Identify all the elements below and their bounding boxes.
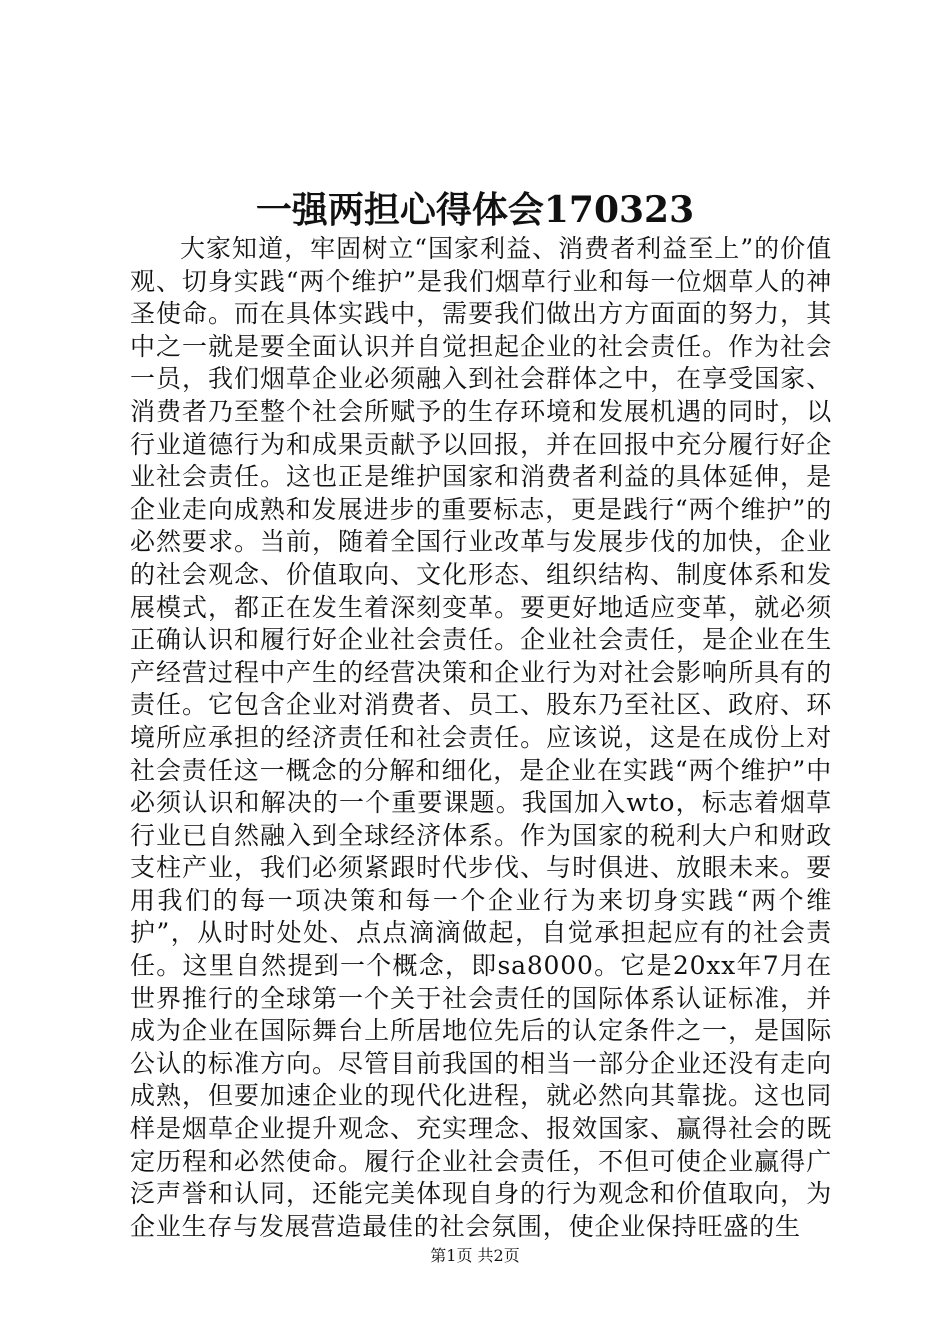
document-body-paragraph: 大家知道，牢固树立“国家利益、消费者利益至上”的价值观、切身实践“两个维护”是我们烟草行业和每一位烟草人的神圣使命。而在具体实践中，需要我们做出方方面面的努力，其中之一就是要全面认识并自觉担起企业的社会责任。作为社会一员，我们烟草企业必须融入到社会群体之中，在享受国家、消费者乃至整个社会所赋予的生存环境和发展机遇的同时，以行业道德行为和成果贡献予以回报，并在回报中充分履行好企业社会责任。这也正是维护国家和消费者利益的具体延伸，是企业走向成熟和发展进步的重要标志，更是践行“两个维护”的必然要求。当前，随着全国行业改革与发展步伐的加快，企业的社会观念、价值取向、文化形态、组织结构、制度体系和发展模式，都正在发生着深刻变革。要更好地适应变革，就必须正确认识和履行好企业社会责任。企业社会责任，是企业在生产经营过程中产生的经营决策和企业行为对社会影响所具有的责任。它包含企业对消费者、员工、股东乃至社区、政府、环境所应承担的经济责任和社会责任。应该说，这是在成份上对社会责任这一概念的分解和细化，是企业在实践“两个维护”中必须认识和解决的一个重要课题。我国加入wto，标志着烟草行业已自然融入到全球经济体系。作为国家的税利大户和财政支柱产业，我们必须紧跟时代步伐、与时俱进、放眼未来。要用我们的每一项决策和每一个企业行为来切身实践“两个维护”，从时时处处、点点滴滴做起，自觉承担起应有的社会责任。这里自然提到一个概念，即sa8000。它是20xx年7月在世界推行的全球第一个关于社会责任的国际体系认证标准，并成为企业在国际舞台上所居地位先后的认定条件之一，是国际公认的标准方向。尽管目前我国的相当一部分企业还没有走向成熟，但要加速企业的现代化进程，就必然向其靠拢。这也同样是烟草企业提升观念、充实理念、报效国家、赢得社会的既定历程和必然使命。履行企业社会责任，不但可使企业赢得广泛声誉和认同，还能完美体现自身的行为观念和价值取向，为企业生存与发展营造最佳的社会氛围，使企业保持旺盛的生 [130,234,832,1241]
document-title: 一强两担心得体会170323 [255,189,695,231]
page-number-footer: 第1页 共2页 [430,1246,520,1265]
